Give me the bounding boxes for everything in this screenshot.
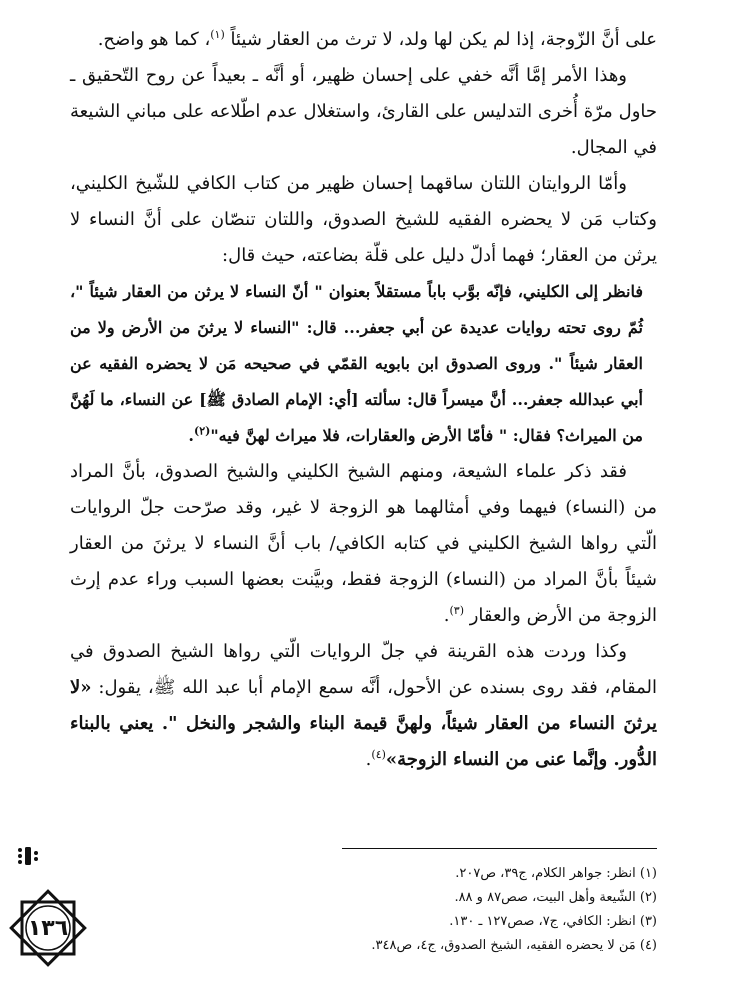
footnotes (340, 862, 657, 958)
paragraph-4 (70, 454, 657, 634)
paragraph-5-text: وكذا وردت هذه القرينة في جلّ الروايات الّتي رواها الشيخ الصدوق في المقام، فقد روى بسنده عن الأحول، أنَّه سمع الإمام أبا عبد الله ﷺ، يقول: (70, 641, 657, 698)
footnote-ref-1: (١) (210, 28, 225, 41)
hadith-quote: «لا يرثنَ النساء من العقار شيئاً، ولهنَّ قيمة البناء والشجر والنخل ". يعني بالبناء الدُّور. وإنَّما عنى من النساء الزوجة» (70, 677, 657, 770)
paragraph-3: وأمّا الروايتان اللتان ساقهما إحسان ظهير من كتاب الكافي للشّيخ الكليني، وكتاب مَن لا يحضره الفقيه للشيخ الصدوق، واللتان تنصّان على أنَّ النساء لا يرثن من العقار؛ فهما أدلّ دليل على قلّة بضاعته، حيث قال: (70, 173, 657, 266)
page-number-badge (8, 888, 88, 968)
paragraph-5 (70, 634, 657, 778)
paragraph-1-text: على أنَّ الزّوجة، إذا لم يكن لها ولد، لا ترث من العقار شيئاً (230, 29, 657, 50)
footnote-ref-2: (٢) (193, 424, 211, 438)
page-number: ١٣٦ (27, 915, 69, 941)
paragraph-4-end: . (443, 605, 450, 626)
paragraph-5-end: . (365, 749, 372, 770)
footnote-4: (٤) مَن لا يحضره الفقيه، الشيخ الصدوق، ج٤، ص٣٤٨. (371, 938, 657, 953)
paragraph-1 (70, 22, 657, 58)
ornament-dots-icon (16, 845, 40, 867)
quoted-passage (70, 274, 657, 454)
ornament-icon (16, 845, 40, 867)
footnote-ref-3: (٣) (449, 604, 464, 617)
paragraph-1-end: ، كما هو واضح. (97, 29, 211, 50)
paragraph-2: وهذا الأمر إمَّا أنَّه خفي على إحسان ظهير، أو أنَّه ـ بعيداً عن روح التّحقيق ـ حاول مرّة أُخرى التدليس على القارئ، واستغلال عدم اطّلاعه على مباني الشيعة في المجال. (70, 65, 657, 158)
footnote-ref-4: (٤) (371, 748, 386, 761)
footnote-3: (٣) انظر: الكافي، ج٧، صص١٢٧ ـ ١٣٠. (449, 914, 657, 929)
quoted-passage-end: . (188, 426, 194, 445)
paragraph-4-text: فقد ذكر علماء الشيعة، ومنهم الشيخ الكليني والشيخ الصدوق، بأنَّ المراد من (النساء) فيهما وفي أمثالهما هو الزوجة لا غير، وقد صرّحت جلّ الروايات الّتي رواها الشيخ الكليني في كتابه الكافي/ باب أنَّ النساء لا يرثنَ من العقار شيئاً بأنَّ المراد من (النساء) الزوجة فقط، وبيَّنت بعضها السبب وراء عدم إرث الزوجة من الأرض والعقار (70, 461, 657, 626)
main-text (70, 22, 657, 778)
footnote-1: (١) انظر: جواهر الكلام، ج٣٩، ص٢٠٧. (455, 866, 657, 881)
quoted-passage-text: فانظر إلى الكليني، فإنّه بوَّب باباً مستقلاً بعنوان " أنّ النساء لا يرثن من العقار شيئاً "، ثُمّ روى تحته روايات عديدة عن أبي جعفر... قال: "النساء لا يرثنَ من الأرض ولا من العقار شيئاً ". وروى الصدوق ابن بابويه القمّي في صحيحه مَن لا يحضره الفقيه عن أبي عبدالله جعفر... أنَّ ميسراً قال: سألته [أي: الإمام الصادق ﷺ] عن النساء، ما لَهُنَّ من الميراث؟ فقال: " فأمّا الأرض والعقارات، فلا ميراث لهنَّ فيه" (70, 282, 643, 445)
footnote-divider (342, 848, 657, 849)
footnote-2: (٢) الشّيعة وأهل البيت، صص٨٧ و ٨٨. (454, 890, 657, 905)
